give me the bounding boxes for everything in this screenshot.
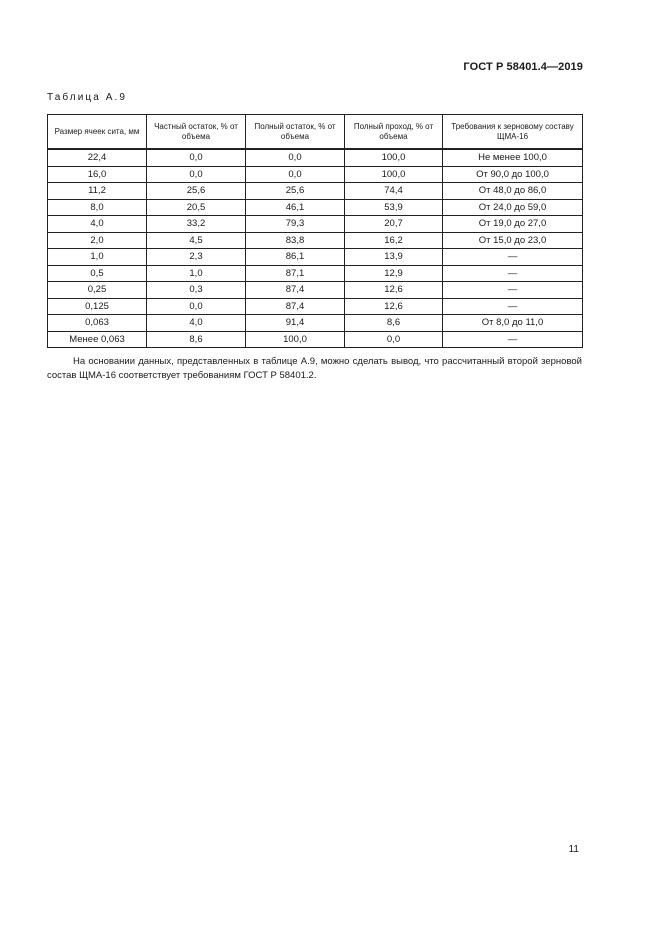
page-number: 11	[568, 844, 579, 855]
table-cell: От 90,0 до 100,0	[443, 166, 583, 183]
table-cell: —	[443, 298, 583, 315]
table-cell: 0,125	[48, 298, 147, 315]
document-code: ГОСТ Р 58401.4—2019	[463, 61, 583, 73]
table-cell: 25,6	[147, 183, 246, 200]
table-row	[48, 331, 583, 348]
table-container	[47, 114, 582, 348]
table-cell: 8,6	[147, 331, 246, 348]
table-cell: —	[443, 331, 583, 348]
table-cell: 13,9	[345, 249, 443, 266]
table-header-row	[48, 115, 583, 150]
table-cell: 11,2	[48, 183, 147, 200]
table-cell: 22,4	[48, 149, 147, 166]
column-header-sieve-size: Размер ячеек сита, мм	[48, 115, 147, 150]
table-cell: 87,4	[246, 298, 345, 315]
table-caption: Таблица А.9	[47, 92, 128, 103]
table-cell: 0,0	[147, 166, 246, 183]
table-cell: 87,4	[246, 282, 345, 299]
column-header-total-residue: Полный остаток, % от объема	[246, 115, 345, 150]
table-cell: 4,0	[48, 216, 147, 233]
table-cell: 0,0	[147, 149, 246, 166]
table-cell: 4,0	[147, 315, 246, 332]
table-cell: От 19,0 до 27,0	[443, 216, 583, 233]
table-cell: 100,0	[246, 331, 345, 348]
table-cell: 0,0	[246, 149, 345, 166]
column-header-requirements: Требования к зерновому составу ЩМА-16	[443, 115, 583, 150]
table-row	[48, 315, 583, 332]
table-cell: 20,5	[147, 199, 246, 216]
table-cell: —	[443, 265, 583, 282]
table-cell: 12,6	[345, 298, 443, 315]
table-cell: От 48,0 до 86,0	[443, 183, 583, 200]
table-row	[48, 298, 583, 315]
sieve-table	[47, 114, 583, 348]
table-cell: 0,0	[246, 166, 345, 183]
table-cell: 0,0	[147, 298, 246, 315]
table-cell: 12,6	[345, 282, 443, 299]
table-cell: 16,2	[345, 232, 443, 249]
table-cell: От 8,0 до 11,0	[443, 315, 583, 332]
table-row	[48, 249, 583, 266]
table-cell: Менее 0,063	[48, 331, 147, 348]
table-row	[48, 216, 583, 233]
table-cell: 0,5	[48, 265, 147, 282]
table-cell: 91,4	[246, 315, 345, 332]
table-cell: 86,1	[246, 249, 345, 266]
column-header-total-passing: Полный проход, % от объема	[345, 115, 443, 150]
conclusion-paragraph: На основании данных, представленных в таблице А.9, можно сделать вывод, что рассчитанный второй зерновой состав ЩМА-16 соответствует требованиям ГОСТ Р 58401.2.	[47, 356, 582, 381]
table-row	[48, 166, 583, 183]
table-row	[48, 282, 583, 299]
table-row	[48, 199, 583, 216]
table-cell: 53,9	[345, 199, 443, 216]
table-cell: 2,3	[147, 249, 246, 266]
table-row	[48, 232, 583, 249]
table-cell: 83,8	[246, 232, 345, 249]
table-cell: 1,0	[48, 249, 147, 266]
table-cell: 4,5	[147, 232, 246, 249]
table-cell: Не менее 100,0	[443, 149, 583, 166]
table-cell: 1,0	[147, 265, 246, 282]
column-header-partial-residue: Частный остаток, % от объема	[147, 115, 246, 150]
table-cell: 8,0	[48, 199, 147, 216]
table-cell: 87,1	[246, 265, 345, 282]
table-cell: 100,0	[345, 166, 443, 183]
table-cell: —	[443, 282, 583, 299]
table-cell: 0,0	[345, 331, 443, 348]
table-cell: 0,25	[48, 282, 147, 299]
table-cell: От 24,0 до 59,0	[443, 199, 583, 216]
table-row	[48, 149, 583, 166]
table-cell: 100,0	[345, 149, 443, 166]
table-cell: 2,0	[48, 232, 147, 249]
table-cell: 46,1	[246, 199, 345, 216]
table-cell: 74,4	[345, 183, 443, 200]
table-row	[48, 183, 583, 200]
table-cell: 12,9	[345, 265, 443, 282]
table-row	[48, 265, 583, 282]
table-cell: 79,3	[246, 216, 345, 233]
table-cell: 0,3	[147, 282, 246, 299]
table-cell: 33,2	[147, 216, 246, 233]
table-cell: 0,063	[48, 315, 147, 332]
table-cell: От 15,0 до 23,0	[443, 232, 583, 249]
table-cell: 8,6	[345, 315, 443, 332]
table-cell: 20,7	[345, 216, 443, 233]
table-cell: 16,0	[48, 166, 147, 183]
table-body	[48, 149, 583, 348]
table-cell: 25,6	[246, 183, 345, 200]
table-cell: —	[443, 249, 583, 266]
